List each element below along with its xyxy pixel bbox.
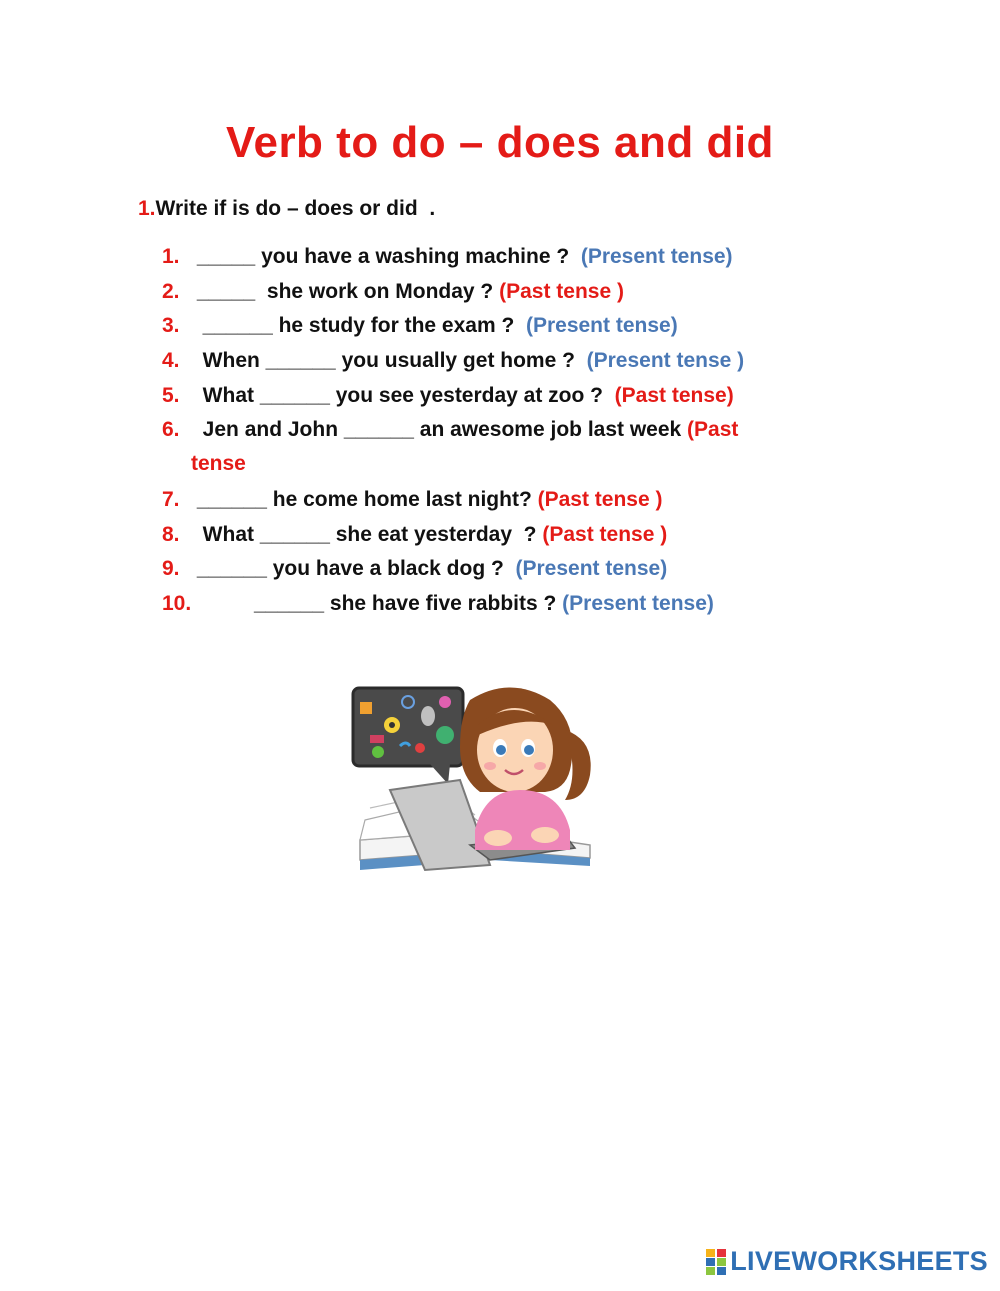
chalkboard-bubble-icon [353, 688, 463, 784]
question-text: ______ you have a black dog ? [191, 557, 516, 581]
question-text: ______ he come home last night? [191, 487, 538, 511]
question-number: 2. [162, 279, 180, 303]
question-number: 8. [162, 522, 180, 546]
tense-tag-continued: tense [191, 452, 246, 476]
question-number: 5. [162, 383, 180, 407]
question-number: 6. [162, 418, 180, 442]
tense-tag: (Past tense ) [542, 522, 668, 546]
question-text: _____ she work on Monday ? [191, 279, 500, 303]
question-number: 7. [162, 487, 180, 511]
question-item [162, 483, 922, 518]
tense-tag: (Past [687, 418, 739, 442]
question-item [162, 275, 922, 310]
question-item [162, 587, 922, 622]
instruction [138, 197, 435, 221]
question-text: Jen and John ______ an awesome job last week [191, 418, 688, 442]
question-item [162, 379, 922, 414]
tense-tag: (Present tense) [580, 245, 733, 268]
logo-text: LIVEWORKSHEETS [730, 1246, 988, 1276]
question-list [162, 240, 922, 622]
instruction-number: 1. [138, 197, 156, 220]
question-text: ______ he study for the exam ? [191, 314, 526, 338]
question-number: 3. [162, 314, 180, 338]
question-item [162, 344, 922, 379]
question-item [162, 309, 922, 344]
tense-tag: (Present tense) [562, 591, 714, 615]
question-text: What ______ you see yesterday at zoo ? [191, 383, 615, 407]
question-item [162, 413, 922, 482]
question-item [162, 518, 922, 553]
question-text: What ______ she eat yesterday ? [191, 522, 543, 546]
question-text: ______ she have five rabbits ? [254, 591, 563, 615]
question-text: When ______ you usually get home ? [191, 349, 587, 373]
tense-tag: (Past tense ) [499, 279, 624, 303]
liveworksheets-logo [706, 1246, 988, 1277]
tense-tag: (Past tense) [614, 383, 734, 407]
instruction-text: Write if is do – does or did . [155, 197, 436, 220]
liveworksheets-logo-icon [706, 1249, 726, 1275]
girl-icon [460, 688, 591, 851]
girl-laptop-illustration [350, 680, 620, 895]
question-number: 9. [162, 557, 180, 581]
question-item [162, 552, 922, 587]
worksheet-title: Verb to do – does and did [226, 118, 774, 167]
tense-tag: (Past tense ) [537, 487, 663, 511]
question-number: 10. [162, 591, 192, 615]
tense-tag: (Present tense) [515, 557, 668, 581]
question-text: _____ you have a washing machine ? [191, 245, 581, 268]
question-number: 4. [162, 349, 180, 373]
tense-tag: (Present tense ) [586, 349, 745, 373]
question-number: 1. [162, 245, 180, 268]
tense-tag: (Present tense) [525, 314, 678, 338]
question-item [162, 240, 922, 275]
